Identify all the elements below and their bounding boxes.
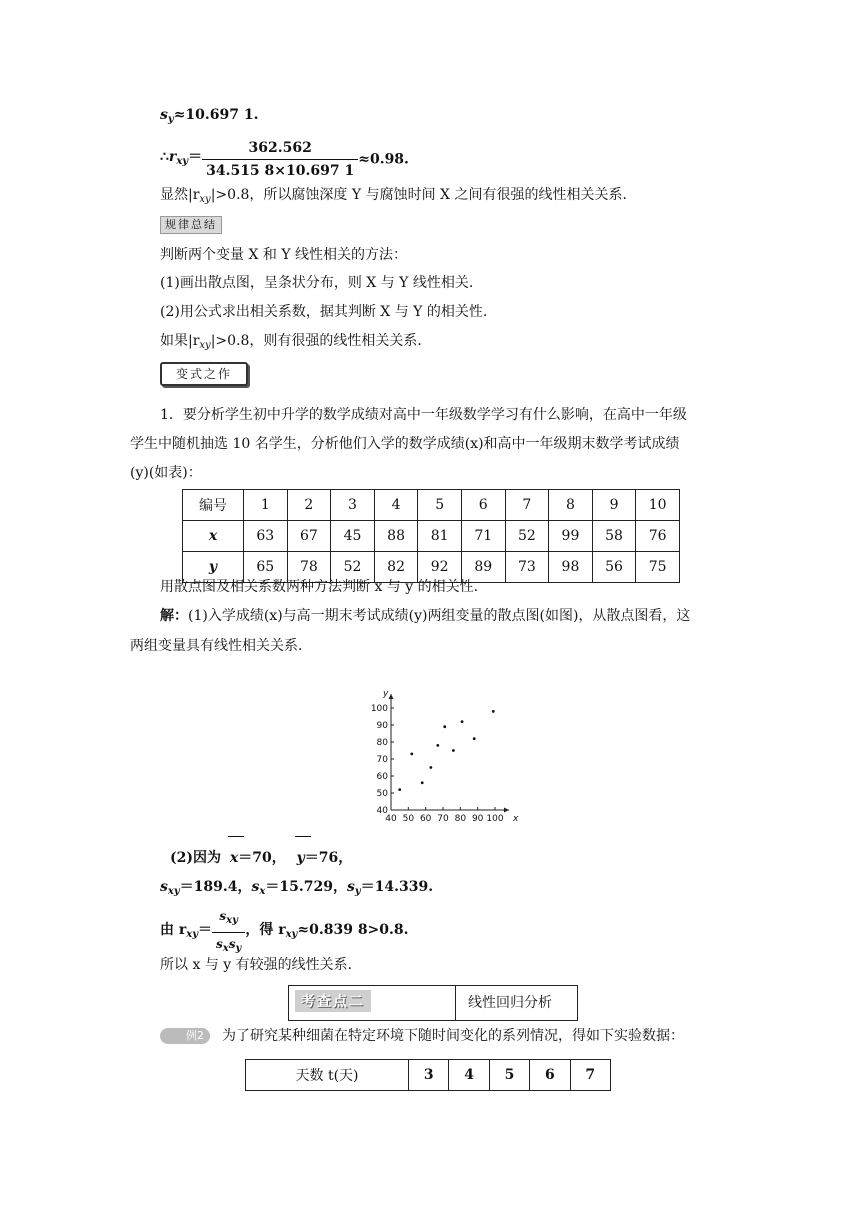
- example-text: 为了研究某种细菌在特定环境下随时间变化的系列情况，得如下实验数据：: [222, 1028, 684, 1044]
- table-cell: 76: [636, 521, 680, 552]
- stats-line: $s_{xy}=189.4$，$s_x=15.729$，$s_y=14.339$.: [160, 879, 434, 897]
- x-tick-label: 40: [385, 814, 397, 824]
- scatter-point: [452, 749, 455, 752]
- x-tick-label: 70: [437, 814, 449, 824]
- table-cell: 52: [331, 552, 375, 583]
- table-cell: 73: [505, 552, 549, 583]
- table-cell: 89: [461, 552, 505, 583]
- problem-line-1: 1．要分析学生初中升学的数学成绩对高中一年级数学学习有什么影响，在高中一年级: [160, 407, 687, 423]
- table-cell: 3: [331, 490, 375, 521]
- table-cell: 6: [461, 490, 505, 521]
- table-cell: 5: [489, 1060, 529, 1091]
- x-axis-label: x: [513, 814, 519, 824]
- y-axis-arrow: [389, 694, 394, 699]
- table-row-label: x: [183, 521, 244, 552]
- table-cell: 81: [418, 521, 462, 552]
- table-row-label: 天数 t(天): [246, 1060, 409, 1091]
- x-tick-label: 60: [419, 814, 432, 824]
- table-cell: 92: [418, 552, 462, 583]
- mean-line: (2)因为 x＝70， y＝76，: [170, 848, 352, 868]
- x-tick-label: 100: [486, 814, 504, 824]
- table-cell: 71: [461, 521, 505, 552]
- table-cell: 99: [549, 521, 593, 552]
- method-title: 判断两个变量 X 和 Y 线性相关的方法：: [160, 247, 408, 263]
- days-table: [245, 1059, 611, 1091]
- table-cell: 7: [505, 490, 549, 521]
- table-cell: 4: [449, 1060, 489, 1091]
- table-cell: 88: [374, 521, 418, 552]
- sy-line: $s_y\approx 10.697$ 1.: [160, 107, 259, 125]
- table-cell: 1: [244, 490, 288, 521]
- scatter-point: [436, 744, 439, 747]
- y-tick-label: 50: [376, 789, 388, 799]
- table-header-label: 编号: [183, 490, 244, 521]
- table-cell: 2: [287, 490, 331, 521]
- x-axis-arrow: [504, 808, 509, 813]
- variant-tag: 变式之作: [160, 362, 248, 386]
- table-row: [246, 1060, 611, 1091]
- y-tick-label: 100: [370, 704, 388, 714]
- key-point-title: 线性回归分析: [468, 995, 552, 1011]
- table-cell: 98: [549, 552, 593, 583]
- solution-line-2: 两组变量具有线性相关关系．: [130, 638, 312, 654]
- solution-line-1: 解：(1)入学成绩(x)与高一期末考试成绩(y)两组变量的散点图(如图)，从散点图看，这: [160, 608, 691, 624]
- rxy-denominator: 34.515 8×10.697 1: [206, 163, 355, 179]
- table-cell: 45: [331, 521, 375, 552]
- y-tick-label: 70: [376, 755, 388, 765]
- problem-line-3: (y)(如表)：: [130, 465, 202, 481]
- rxy-formula: $\therefore r_{xy}=$ $\frac{362.562}{34.515 8\times 10.697 1}$ ≈0.98.: [160, 140, 409, 179]
- scatter-point: [443, 725, 446, 728]
- example-badge: 例2: [160, 1028, 210, 1044]
- table-cell: 7: [570, 1060, 610, 1091]
- method-step-1: (1)画出散点图，呈条状分布，则 X 与 Y 线性相关.: [160, 275, 474, 291]
- table-cell: 75: [636, 552, 680, 583]
- table-cell: 52: [505, 521, 549, 552]
- y-tick-label: 80: [376, 738, 388, 748]
- key-point-label: 考查点二: [295, 990, 371, 1012]
- key-point-label-cell: [289, 986, 456, 1020]
- table-cell: 5: [418, 490, 462, 521]
- rxy-numerator: 362.562: [202, 138, 358, 160]
- method-step-3: 如果$|r_{xy}|>0.8$，则有很强的线性相关关系．: [160, 333, 432, 351]
- conclusion-strong-correlation: 显然$|r_{xy}|>0.8$，所以腐蚀深度 Y 与腐蚀时间 X 之间有很强的线性相关关系．: [160, 187, 637, 205]
- table-cell: 4: [374, 490, 418, 521]
- scatter-chart: [365, 684, 525, 834]
- table-cell: 67: [287, 521, 331, 552]
- table-cell: 56: [592, 552, 636, 583]
- scatter-point: [473, 737, 476, 740]
- table-row: [183, 521, 680, 552]
- table-cell: 8: [549, 490, 593, 521]
- method-step-2: (2)用公式求出相关系数，据其判断 X 与 Y 的相关性.: [160, 304, 488, 320]
- scatter-point: [461, 720, 464, 723]
- scatter-point: [410, 753, 413, 756]
- table-cell: 78: [287, 552, 331, 583]
- summary-tag: 规律总结: [160, 216, 222, 234]
- table-cell: 63: [244, 521, 288, 552]
- x-tick-label: 80: [454, 814, 467, 824]
- table-cell: 82: [374, 552, 418, 583]
- table-cell: 6: [530, 1060, 570, 1091]
- table-cell: 65: [244, 552, 288, 583]
- y-axis-label: y: [383, 689, 389, 699]
- table-row: [183, 490, 680, 521]
- question-line: 用散点图及相关系数两种方法判断 x 与 y 的相关性.: [160, 579, 479, 595]
- scatter-point: [421, 781, 424, 784]
- problem-line-2: 学生中随机抽选 10 名学生，分析他们入学的数学成绩(x)和高中一年级期末数学考试成绩: [130, 436, 680, 452]
- y-tick-label: 60: [376, 772, 388, 782]
- key-point-box: [288, 985, 578, 1021]
- scatter-point: [398, 788, 401, 791]
- scatter-point: [492, 710, 495, 713]
- table-cell: 9: [592, 490, 636, 521]
- y-tick-label: 90: [376, 721, 388, 731]
- scatter-point: [429, 766, 432, 769]
- table-cell: 3: [409, 1060, 449, 1091]
- y-tick-label: 40: [376, 806, 388, 816]
- table-row-label: y: [183, 552, 244, 583]
- table-cell: 58: [592, 521, 636, 552]
- table-cell: 10: [636, 490, 680, 521]
- x-tick-label: 50: [402, 814, 415, 824]
- x-tick-label: 90: [471, 814, 484, 824]
- score-table: [182, 489, 680, 583]
- rxy-result-line: 由 $r_{xy}=$ $\frac{s_{xy}}{s_xs_y}$ ，得 $r_{xy}\approx 0.839$ 8>0.8.: [160, 906, 409, 946]
- final-conclusion: 所以 x 与 y 有较强的线性关系．: [160, 957, 362, 973]
